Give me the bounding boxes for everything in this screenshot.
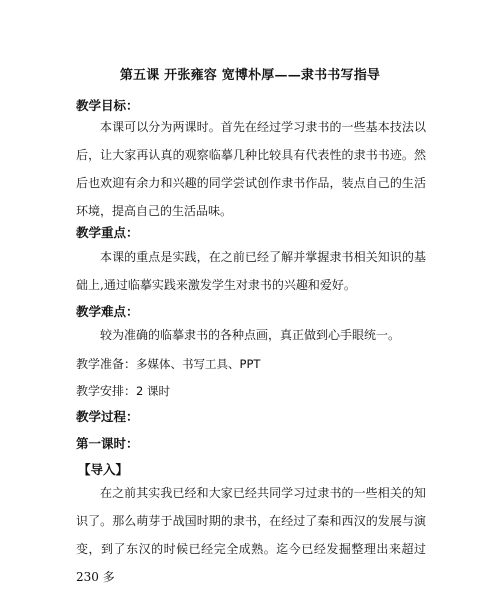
- document-title: 第五课 开张雍容 宽博朴厚——隶书书写指导: [119, 68, 381, 83]
- preparation-line: [76, 355, 260, 372]
- intro-heading: 【导入】: [78, 462, 129, 477]
- preparation-label: 教学准备：: [76, 357, 137, 371]
- difficulty-heading: 教学难点：: [76, 304, 139, 319]
- objective-paragraph: 本课可以分为两课时。首先在经过学习隶书的一些基本技法以后，让大家再认真的观察临摹几种比较具有代表性的隶书书迹。然后也欢迎有余力和兴趣的同学尝试创作隶书作品，装点自己的生活环境，提高自己的生活品味。: [76, 120, 426, 218]
- objective-heading: 教学目标：: [76, 98, 139, 113]
- schedule-label: 教学安排：: [76, 384, 137, 398]
- key-point-paragraph: 本课的重点是实践，在之前已经了解并掌握隶书相关知识的基础上,通过临摹实践来激发学生对隶书的兴趣和爱好。: [76, 250, 426, 292]
- first-lesson-heading: 第一课时：: [76, 436, 139, 451]
- process-heading: 教学过程：: [76, 409, 139, 424]
- schedule-value: 2 课时: [136, 384, 170, 398]
- preparation-value: 多媒体、书写工具、PPT: [136, 357, 261, 371]
- key-point-heading: 教学重点：: [76, 225, 139, 240]
- difficulty-paragraph: 较为准确的临摹隶书的各种点画，真正做到心手眼统一。: [100, 328, 401, 342]
- schedule-line: [76, 382, 170, 399]
- intro-paragraph: 在之前其实我已经和大家已经共同学习过隶书的一些相关的知识了。那么萌芽于战国时期的隶书，在经过了秦和西汉的发展与演变，到了东汉的时候已经完全成熟。迄今已经发掘整理出来超过 230 多: [76, 486, 426, 584]
